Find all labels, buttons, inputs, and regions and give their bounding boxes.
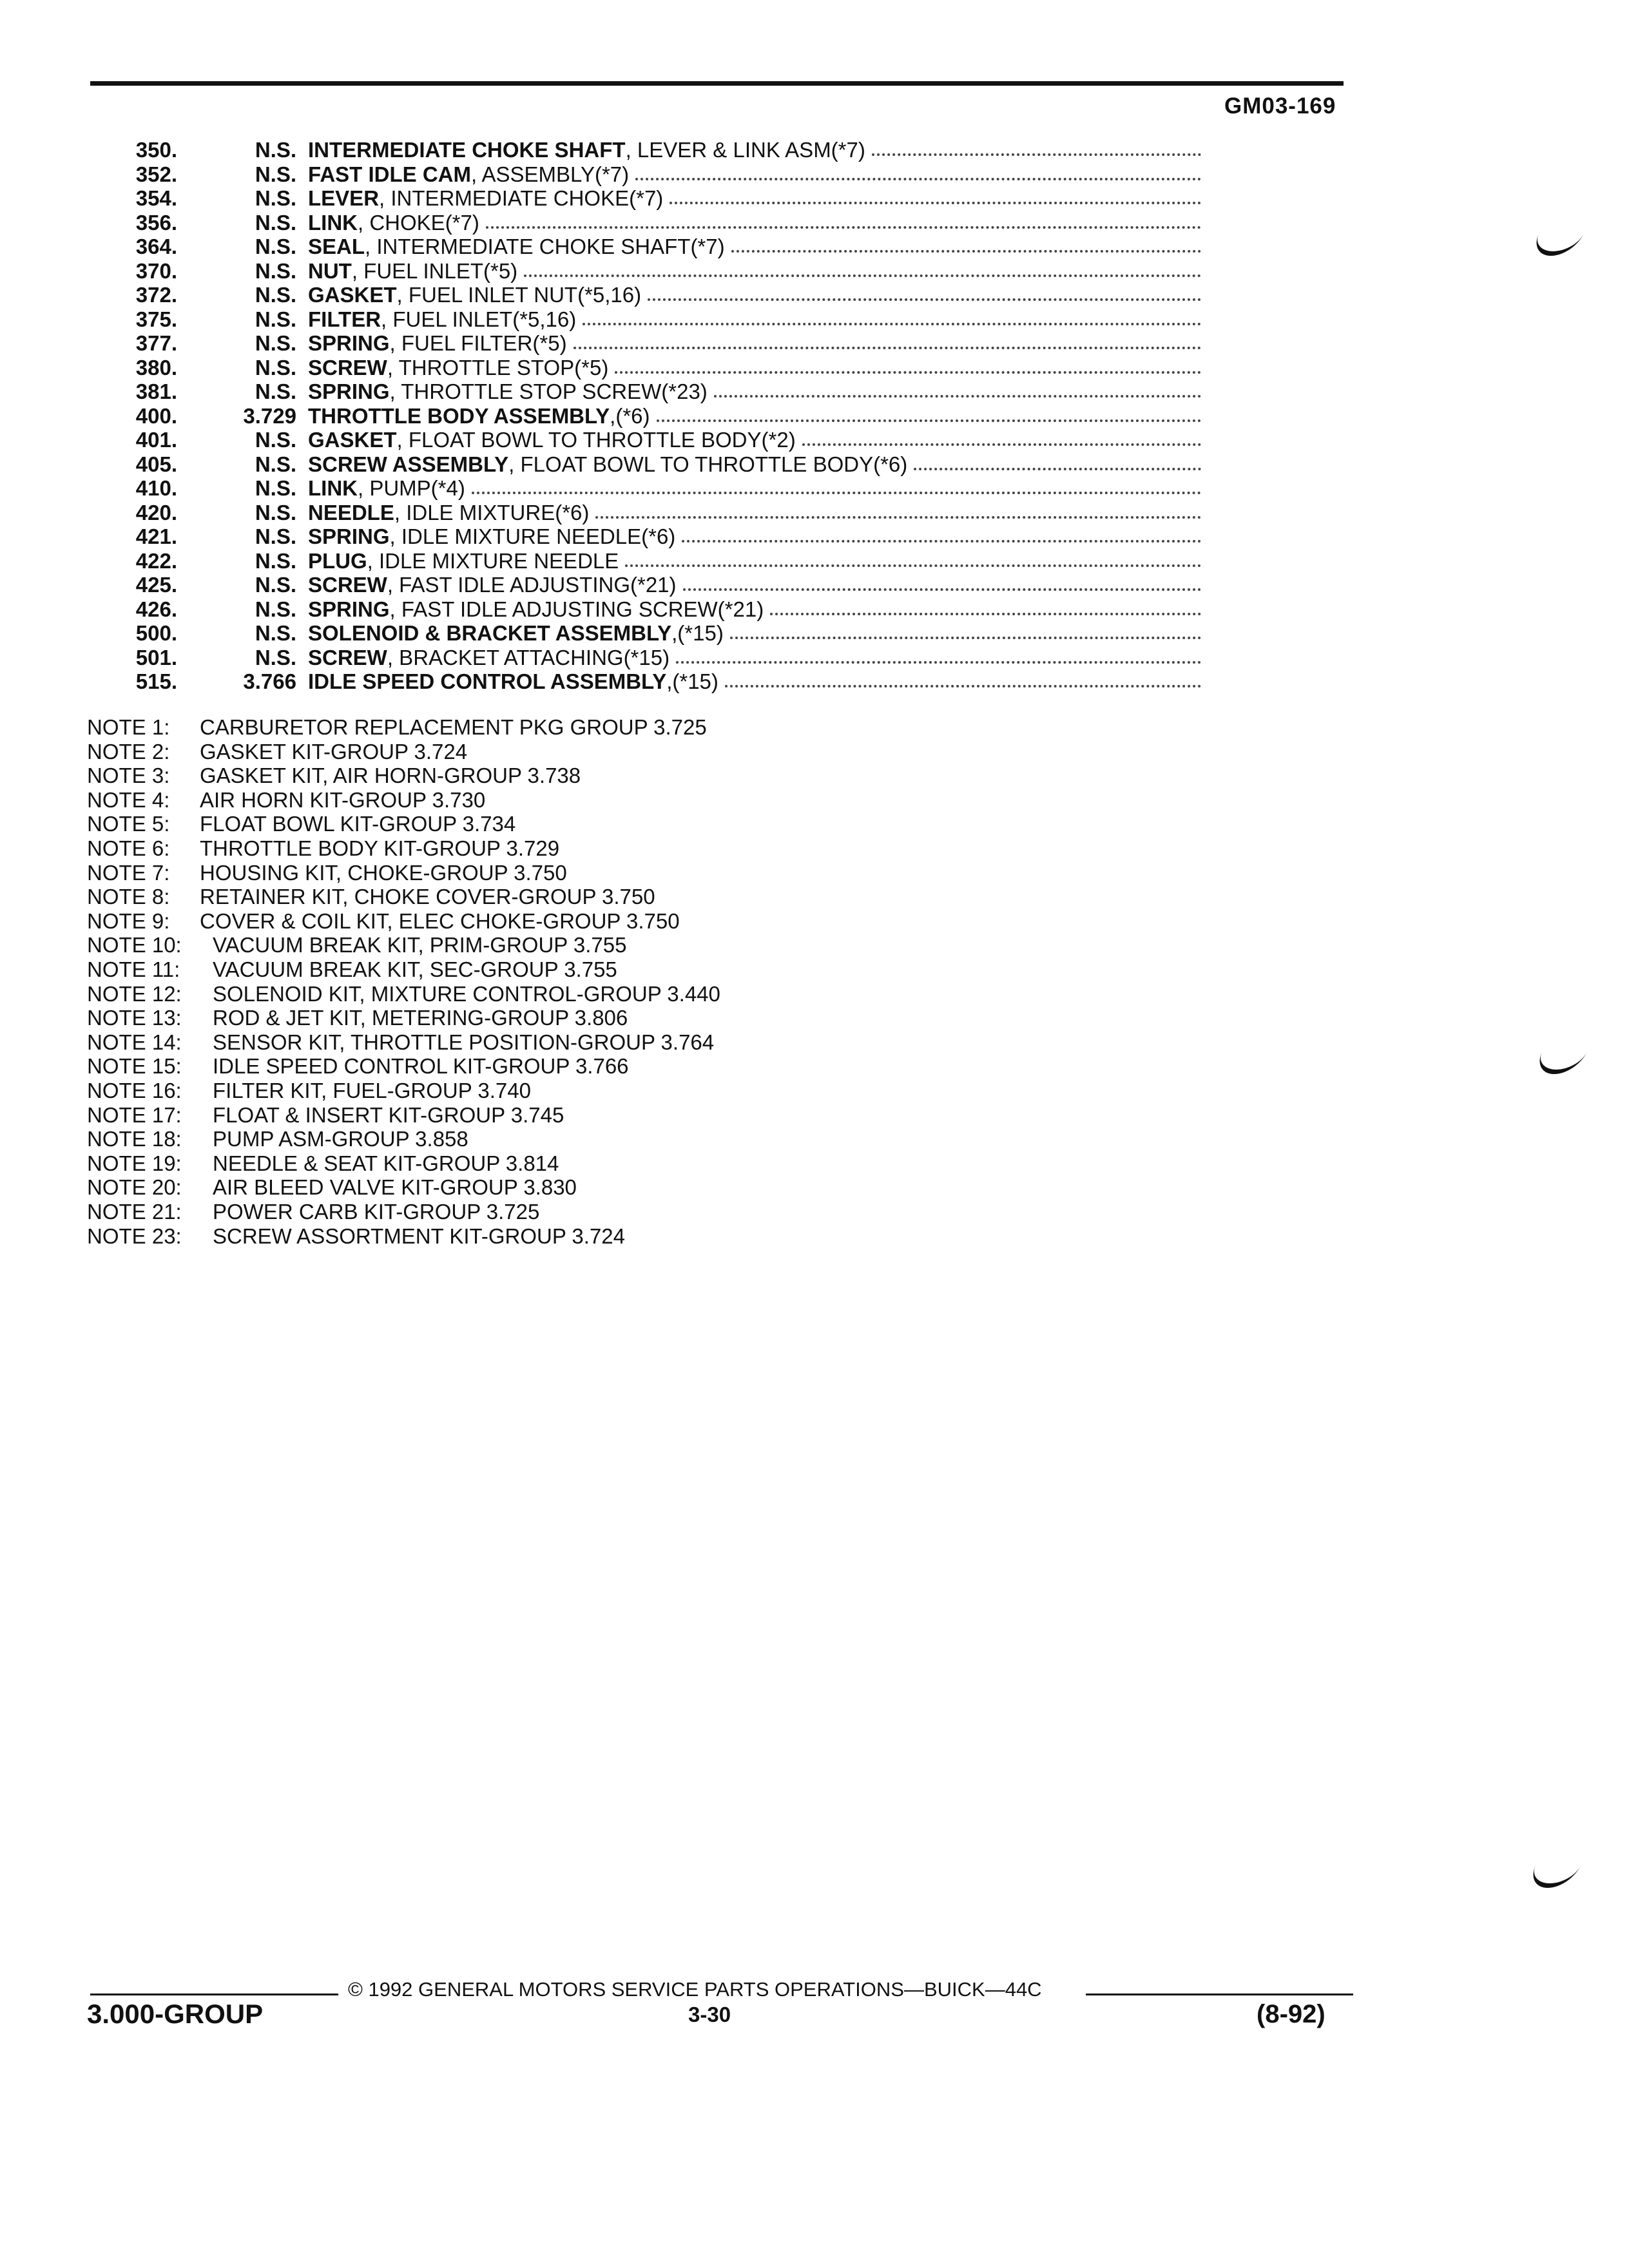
part-ref-number: 501. — [135, 645, 177, 669]
dot-leader — [683, 573, 1201, 591]
part-detail: ,(*6) — [610, 403, 650, 428]
dot-leader — [670, 186, 1201, 204]
dot-leader — [682, 524, 1201, 543]
part-row — [0, 380, 1629, 403]
part-ref-number: 420. — [135, 500, 177, 524]
part-row — [0, 283, 1629, 307]
note-label: NOTE 8: — [87, 885, 170, 909]
part-name: IDLE SPEED CONTROL ASSEMBLY — [308, 669, 667, 693]
note-label: NOTE 2: — [87, 739, 170, 764]
note-label: NOTE 10: — [87, 933, 182, 957]
part-description — [308, 524, 1204, 548]
note-text: THROTTLE BODY KIT-GROUP 3.729 — [200, 836, 560, 860]
dot-leader — [635, 162, 1201, 180]
part-description — [308, 186, 1204, 210]
part-detail: , IDLE MIXTURE NEEDLE — [367, 548, 619, 573]
part-group-number: N.S. — [255, 428, 296, 452]
dot-leader — [648, 283, 1201, 301]
note-text: VACUUM BREAK KIT, SEC-GROUP 3.755 — [213, 957, 617, 981]
part-group-number: N.S. — [255, 476, 296, 500]
part-row — [0, 331, 1629, 355]
part-name: NEEDLE — [308, 500, 394, 524]
note-text: COVER & COIL KIT, ELEC CHOKE-GROUP 3.750 — [200, 908, 680, 933]
note-label: NOTE 19: — [87, 1151, 182, 1175]
part-detail: , THROTTLE STOP SCREW(*23) — [389, 380, 708, 403]
dot-leader — [802, 428, 1201, 446]
part-name: PLUG — [308, 548, 367, 573]
part-group-number: N.S. — [255, 331, 296, 355]
note-text: SENSOR KIT, THROTTLE POSITION-GROUP 3.764 — [213, 1030, 715, 1054]
part-row — [0, 186, 1629, 210]
part-ref-number: 372. — [135, 283, 177, 307]
part-description — [308, 356, 1204, 380]
part-ref-number: 425. — [135, 573, 177, 597]
note-label: NOTE 18: — [87, 1127, 182, 1151]
part-row — [0, 646, 1629, 669]
note-text: AIR HORN KIT-GROUP 3.730 — [200, 787, 486, 812]
footer-rule-right — [1086, 1994, 1353, 1995]
part-detail: , IDLE MIXTURE NEEDLE(*6) — [389, 524, 676, 548]
note-label: NOTE 16: — [87, 1079, 182, 1102]
part-description — [308, 573, 1204, 597]
note-label: NOTE 23: — [87, 1224, 182, 1248]
part-name: SCREW — [308, 355, 387, 380]
footer-date: (8-92) — [1257, 2000, 1325, 2028]
part-detail: , PUMP(*4) — [358, 476, 465, 500]
part-description — [308, 669, 1204, 693]
dot-leader — [770, 597, 1201, 615]
part-row — [0, 162, 1629, 186]
part-group-number: N.S. — [255, 283, 296, 307]
part-row — [0, 549, 1629, 573]
note-text: FLOAT & INSERT KIT-GROUP 3.745 — [213, 1102, 564, 1127]
note-text: SCREW ASSORTMENT KIT-GROUP 3.724 — [213, 1224, 626, 1248]
part-ref-number: 380. — [135, 355, 177, 380]
part-name: LINK — [308, 210, 358, 235]
note-text: NEEDLE & SEAT KIT-GROUP 3.814 — [213, 1151, 559, 1175]
part-description — [308, 549, 1204, 573]
dot-leader — [583, 307, 1201, 325]
part-name: SPRING — [308, 597, 390, 621]
dot-leader — [524, 259, 1201, 277]
note-label: NOTE 5: — [87, 812, 170, 836]
part-row — [0, 235, 1629, 258]
part-detail: , FLOAT BOWL TO THROTTLE BODY(*2) — [396, 428, 796, 452]
part-group-number: N.S. — [255, 573, 296, 597]
part-row — [0, 669, 1629, 693]
note-text: RETAINER KIT, CHOKE COVER-GROUP 3.750 — [200, 885, 655, 909]
page-code: GM03-169 — [1224, 93, 1336, 119]
part-description — [308, 380, 1204, 403]
part-name: SCREW ASSEMBLY — [308, 452, 509, 476]
part-description — [308, 307, 1204, 331]
part-ref-number: 426. — [135, 597, 177, 621]
note-label: NOTE 9: — [87, 908, 170, 933]
part-row — [0, 524, 1629, 548]
part-row — [0, 428, 1629, 452]
part-ref-number: 401. — [135, 428, 177, 452]
part-ref-number: 356. — [135, 210, 177, 235]
part-group-number: N.S. — [255, 500, 296, 524]
part-name: NUT — [308, 258, 352, 283]
footer-rule-left — [90, 1994, 338, 1995]
part-description — [308, 331, 1204, 355]
part-name: SPRING — [308, 524, 390, 548]
part-ref-number: 410. — [135, 476, 177, 500]
part-ref-number: 515. — [135, 669, 177, 693]
part-ref-number: 405. — [135, 452, 177, 476]
note-label: NOTE 1: — [87, 715, 170, 739]
part-group-number: 3.729 — [243, 403, 296, 428]
part-group-number: N.S. — [255, 355, 296, 380]
part-detail: , FUEL INLET NUT(*5,16) — [396, 283, 642, 307]
part-description — [308, 138, 1204, 162]
part-ref-number: 354. — [135, 186, 177, 210]
part-group-number: N.S. — [255, 138, 296, 162]
part-group-number: N.S. — [255, 452, 296, 476]
part-name: FILTER — [308, 307, 381, 331]
part-group-number: N.S. — [255, 597, 296, 621]
top-rule — [90, 81, 1344, 86]
dot-leader — [615, 356, 1201, 374]
part-description — [308, 621, 1204, 645]
note-label: NOTE 4: — [87, 787, 170, 812]
note-text: PUMP ASM-GROUP 3.858 — [213, 1127, 468, 1151]
part-name: INTERMEDIATE CHOKE SHAFT — [308, 138, 626, 162]
part-detail: , LEVER & LINK ASM(*7) — [625, 138, 865, 162]
part-group-number: N.S. — [255, 307, 296, 331]
part-detail: , FAST IDLE ADJUSTING SCREW(*21) — [389, 597, 764, 621]
part-group-number: N.S. — [255, 645, 296, 669]
part-ref-number: 381. — [135, 380, 177, 403]
part-group-number: N.S. — [255, 621, 296, 645]
part-detail: , FUEL FILTER(*5) — [389, 331, 567, 355]
dot-leader — [625, 549, 1201, 567]
dot-leader — [731, 235, 1201, 253]
part-detail: , BRACKET ATTACHING(*15) — [387, 645, 670, 669]
dot-leader — [872, 138, 1201, 156]
part-ref-number: 500. — [135, 621, 177, 645]
part-detail: , ASSEMBLY(*7) — [471, 162, 630, 186]
part-description — [308, 501, 1204, 524]
dot-leader — [676, 646, 1201, 664]
footer-group-label: 3.000-GROUP — [87, 1999, 264, 2029]
part-name: SPRING — [308, 331, 390, 355]
part-row — [0, 476, 1629, 500]
dot-leader — [574, 331, 1201, 349]
part-group-number: 3.766 — [243, 669, 296, 693]
note-label: NOTE 14: — [87, 1030, 182, 1054]
part-detail: , INTERMEDIATE CHOKE(*7) — [379, 186, 664, 210]
part-description — [308, 428, 1204, 452]
part-description — [308, 211, 1204, 235]
part-group-number: N.S. — [255, 548, 296, 573]
part-group-number: N.S. — [255, 235, 296, 258]
note-label: NOTE 6: — [87, 836, 170, 860]
binder-mark-bottom — [1525, 1865, 1581, 1888]
part-description — [308, 646, 1204, 669]
part-group-number: N.S. — [255, 162, 296, 186]
note-label: NOTE 21: — [87, 1200, 182, 1224]
part-row — [0, 452, 1629, 476]
note-text: FLOAT BOWL KIT-GROUP 3.734 — [200, 812, 516, 836]
dot-leader — [472, 476, 1201, 494]
part-detail: , FLOAT BOWL TO THROTTLE BODY(*6) — [508, 452, 908, 476]
part-row — [0, 501, 1629, 524]
footer-page-number: 3-30 — [688, 2003, 731, 2026]
part-description — [308, 235, 1204, 258]
part-detail: ,(*15) — [666, 669, 718, 693]
part-name: LEVER — [308, 186, 380, 210]
part-name: LINK — [308, 476, 358, 500]
part-description — [308, 259, 1204, 283]
part-row — [0, 138, 1629, 162]
part-row — [0, 307, 1629, 331]
dot-leader — [595, 501, 1201, 519]
part-description — [308, 283, 1204, 307]
part-row — [0, 404, 1629, 428]
part-name: GASKET — [308, 428, 397, 452]
part-description — [308, 162, 1204, 186]
note-label: NOTE 3: — [87, 764, 170, 788]
part-detail: , CHOKE(*7) — [358, 210, 479, 235]
part-detail: , INTERMEDIATE CHOKE SHAFT(*7) — [365, 235, 725, 258]
note-label: NOTE 20: — [87, 1175, 182, 1200]
note-label: NOTE 13: — [87, 1006, 182, 1030]
part-detail: , THROTTLE STOP(*5) — [387, 355, 609, 380]
part-name: SEAL — [308, 235, 365, 258]
part-row — [0, 573, 1629, 597]
note-label: NOTE 11: — [87, 957, 180, 981]
part-description — [308, 597, 1204, 621]
note-text: VACUUM BREAK KIT, PRIM-GROUP 3.755 — [213, 933, 627, 957]
part-description — [308, 452, 1204, 476]
part-group-number: N.S. — [255, 524, 296, 548]
part-ref-number: 421. — [135, 524, 177, 548]
part-description — [308, 476, 1204, 500]
part-description — [308, 404, 1204, 428]
note-text: HOUSING KIT, CHOKE-GROUP 3.750 — [200, 860, 567, 885]
dot-leader — [914, 452, 1201, 470]
part-ref-number: 350. — [135, 138, 177, 162]
part-name: SPRING — [308, 380, 390, 403]
note-text: FILTER KIT, FUEL-GROUP 3.740 — [213, 1079, 531, 1102]
note-label: NOTE 17: — [87, 1102, 182, 1127]
dot-leader — [714, 380, 1201, 398]
dot-leader — [730, 621, 1201, 639]
part-detail: , FUEL INLET(*5,16) — [381, 307, 577, 331]
part-name: SOLENOID & BRACKET ASSEMBLY — [308, 621, 672, 645]
part-row — [0, 211, 1629, 235]
part-ref-number: 377. — [135, 331, 177, 355]
part-row — [0, 597, 1629, 621]
note-text: GASKET KIT-GROUP 3.724 — [200, 739, 468, 764]
note-text: AIR BLEED VALVE KIT-GROUP 3.830 — [213, 1175, 577, 1200]
note-text: CARBURETOR REPLACEMENT PKG GROUP 3.725 — [200, 715, 707, 739]
part-group-number: N.S. — [255, 380, 296, 403]
note-label: NOTE 12: — [87, 981, 182, 1006]
part-name: GASKET — [308, 283, 397, 307]
note-label: NOTE 7: — [87, 860, 170, 885]
part-detail: , FAST IDLE ADJUSTING(*21) — [387, 573, 677, 597]
dot-leader — [657, 404, 1202, 422]
part-detail: ,(*15) — [671, 621, 724, 645]
note-label: NOTE 15: — [87, 1054, 182, 1079]
part-name: THROTTLE BODY ASSEMBLY — [308, 403, 610, 428]
footer-copyright: © 1992 GENERAL MOTORS SERVICE PARTS OPERATIONS—BUICK—44C — [348, 1978, 1042, 2001]
dot-leader — [486, 211, 1201, 229]
note-text: ROD & JET KIT, METERING-GROUP 3.806 — [213, 1006, 628, 1030]
part-ref-number: 422. — [135, 548, 177, 573]
part-row — [0, 259, 1629, 283]
part-ref-number: 364. — [135, 235, 177, 258]
part-detail: , IDLE MIXTURE(*6) — [394, 500, 590, 524]
part-detail: , FUEL INLET(*5) — [351, 258, 518, 283]
note-text: POWER CARB KIT-GROUP 3.725 — [213, 1200, 540, 1224]
part-group-number: N.S. — [255, 258, 296, 283]
note-text: IDLE SPEED CONTROL KIT-GROUP 3.766 — [213, 1054, 629, 1079]
part-group-number: N.S. — [255, 186, 296, 210]
part-ref-number: 400. — [135, 403, 177, 428]
part-ref-number: 352. — [135, 162, 177, 186]
part-row — [0, 356, 1629, 380]
part-ref-number: 370. — [135, 258, 177, 283]
part-name: SCREW — [308, 573, 387, 597]
binder-mark-middle — [1532, 1052, 1587, 1074]
part-name: FAST IDLE CAM — [308, 162, 471, 186]
dot-leader — [725, 669, 1201, 687]
note-text: GASKET KIT, AIR HORN-GROUP 3.738 — [200, 764, 581, 788]
part-group-number: N.S. — [255, 210, 296, 235]
part-row — [0, 621, 1629, 645]
note-text: SOLENOID KIT, MIXTURE CONTROL-GROUP 3.440 — [213, 981, 720, 1006]
part-name: SCREW — [308, 645, 387, 669]
part-ref-number: 375. — [135, 307, 177, 331]
